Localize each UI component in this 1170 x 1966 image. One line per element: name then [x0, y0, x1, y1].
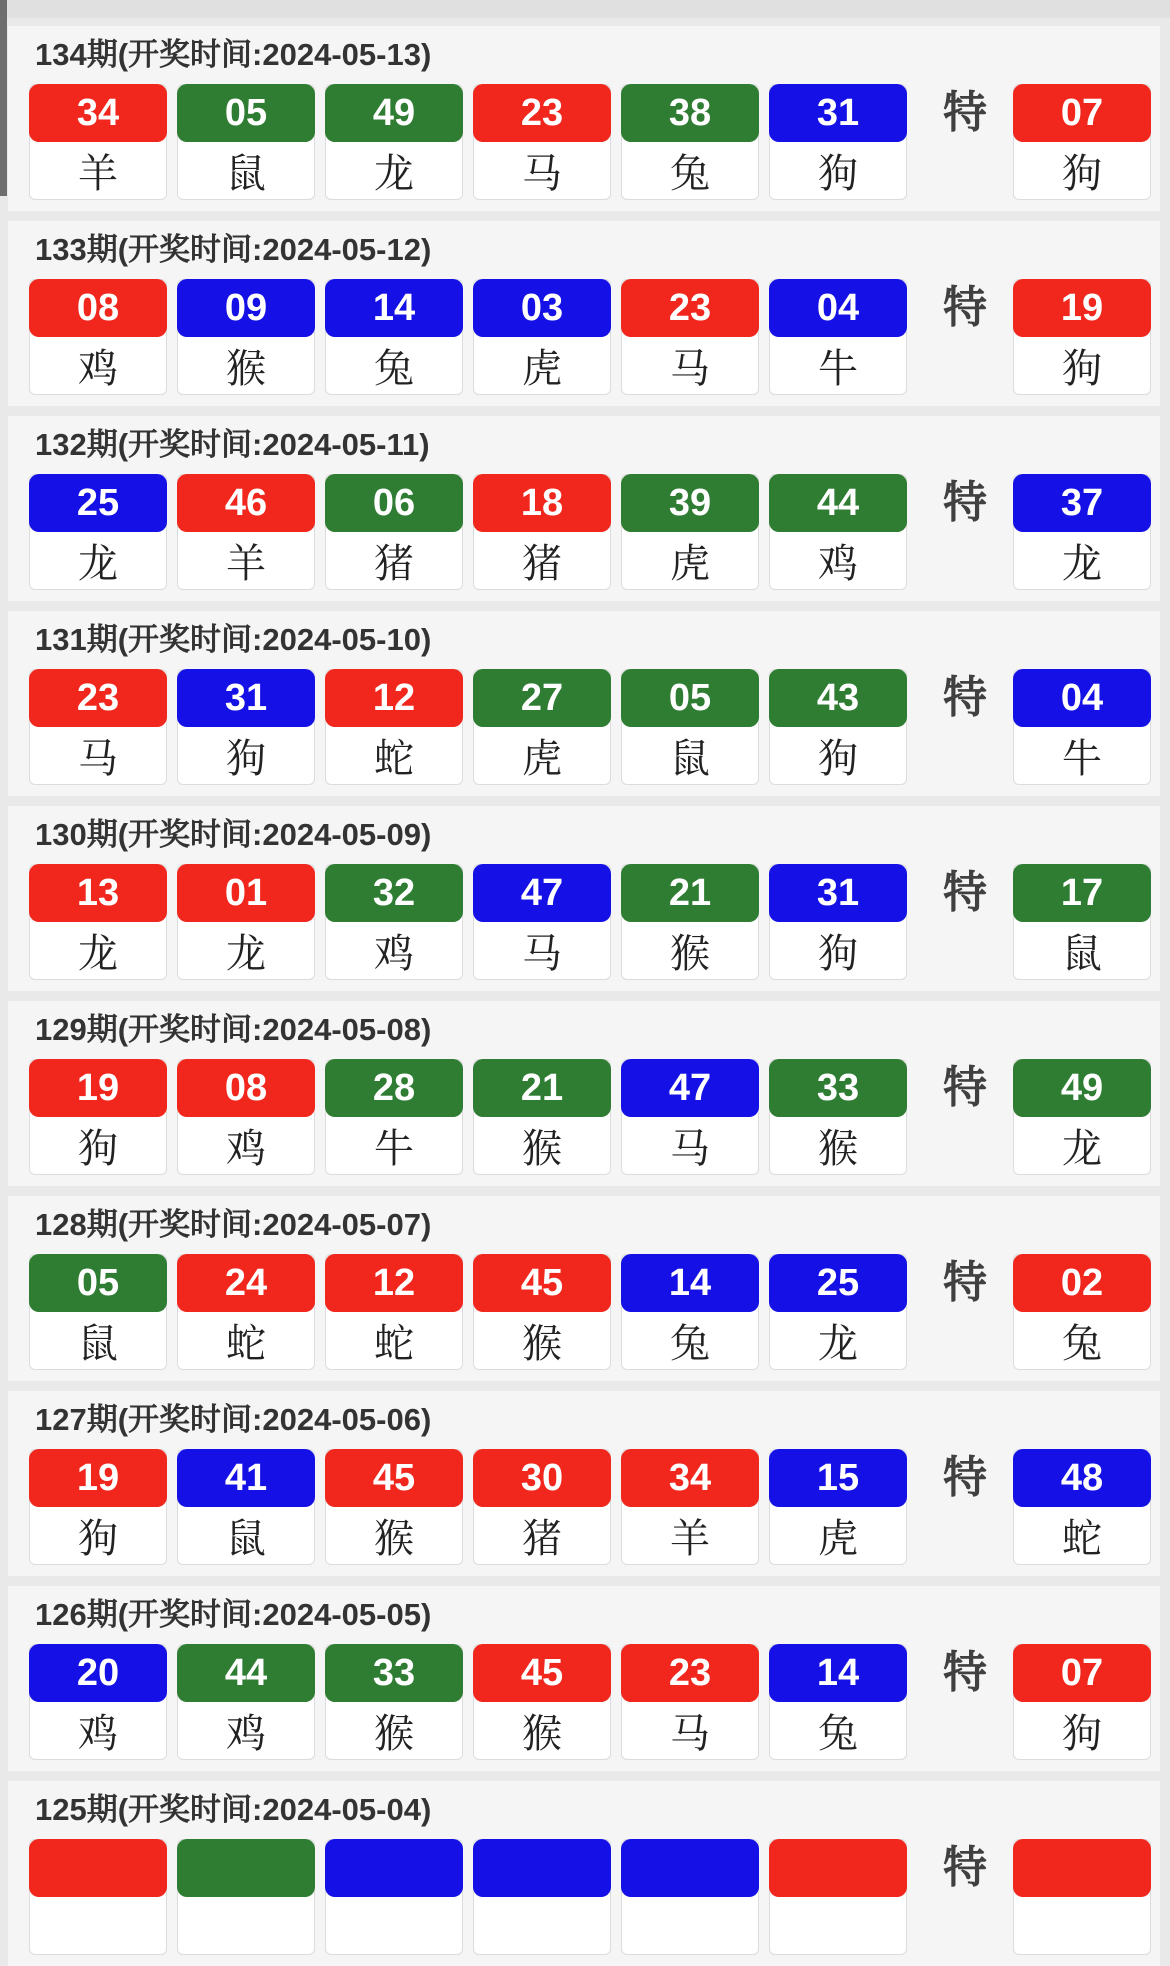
zodiac-label: 龙 — [226, 931, 266, 976]
special-label: 特 — [943, 1648, 987, 1697]
zodiac-label: 兔 — [670, 151, 710, 196]
number-cell — [177, 864, 315, 980]
lottery-ball: 14 — [769, 1644, 907, 1702]
zodiac-label: 马 — [670, 1711, 710, 1756]
number-cell — [177, 1839, 315, 1955]
zodiac-label: 马 — [670, 346, 710, 391]
number-cell — [769, 84, 907, 200]
zodiac-label: 鸡 — [226, 1126, 266, 1171]
number-cell — [769, 864, 907, 980]
lottery-ball: 48 — [1013, 1449, 1151, 1507]
number-cell — [177, 279, 315, 395]
special-label: 特 — [943, 88, 987, 137]
number-cell — [621, 474, 759, 590]
zodiac-label — [178, 1896, 314, 1954]
zodiac-label: 猴 — [374, 1516, 414, 1561]
zodiac-label: 猴 — [226, 346, 266, 391]
zodiac-label: 狗 — [818, 736, 858, 781]
lottery-ball: 02 — [1013, 1254, 1151, 1312]
number-cell — [473, 864, 611, 980]
special-number-cell — [1013, 474, 1151, 590]
draw-row — [29, 1059, 1148, 1175]
lottery-ball: 41 — [177, 1449, 315, 1507]
zodiac-label: 龙 — [818, 1321, 858, 1366]
zodiac-label: 马 — [522, 931, 562, 976]
number-cell — [177, 1449, 315, 1565]
number-cell — [769, 1254, 907, 1370]
zodiac-label: 鼠 — [78, 1321, 118, 1366]
draw-title: 126期(开奖时间:2024-05-05) — [35, 1597, 432, 1632]
lottery-ball: 44 — [769, 474, 907, 532]
zodiac-label: 猪 — [522, 1516, 562, 1561]
zodiac-label: 狗 — [1062, 1711, 1102, 1756]
draw-group — [8, 1391, 1160, 1576]
zodiac-label: 龙 — [1062, 541, 1102, 586]
lottery-ball: 46 — [177, 474, 315, 532]
lottery-ball: 37 — [1013, 474, 1151, 532]
number-cell — [177, 1254, 315, 1370]
draw-title: 127期(开奖时间:2024-05-06) — [35, 1402, 432, 1437]
zodiac-label — [622, 1896, 758, 1954]
special-number-cell — [1013, 279, 1151, 395]
draw-title: 125期(开奖时间:2024-05-04) — [35, 1792, 432, 1827]
zodiac-label: 狗 — [1062, 151, 1102, 196]
number-cell — [325, 1059, 463, 1175]
number-cell — [325, 1839, 463, 1955]
zodiac-label: 鼠 — [670, 736, 710, 781]
lottery-ball — [29, 1839, 167, 1897]
lottery-ball: 13 — [29, 864, 167, 922]
lottery-ball: 19 — [29, 1449, 167, 1507]
lottery-ball: 24 — [177, 1254, 315, 1312]
lottery-ball: 20 — [29, 1644, 167, 1702]
lottery-ball: 28 — [325, 1059, 463, 1117]
lottery-ball: 32 — [325, 864, 463, 922]
lottery-ball: 06 — [325, 474, 463, 532]
number-cell — [29, 84, 167, 200]
zodiac-label: 狗 — [818, 931, 858, 976]
lottery-ball: 19 — [29, 1059, 167, 1117]
number-cell — [473, 1644, 611, 1760]
lottery-ball: 43 — [769, 669, 907, 727]
draw-title: 130期(开奖时间:2024-05-09) — [35, 817, 432, 852]
special-number-cell — [1013, 1254, 1151, 1370]
zodiac-label: 马 — [78, 736, 118, 781]
draw-title: 133期(开奖时间:2024-05-12) — [35, 232, 432, 267]
draw-row — [29, 864, 1148, 980]
special-label: 特 — [943, 478, 987, 527]
lottery-ball: 45 — [325, 1449, 463, 1507]
lottery-ball: 33 — [769, 1059, 907, 1117]
number-cell — [621, 1644, 759, 1760]
lottery-ball: 05 — [621, 669, 759, 727]
lottery-ball: 17 — [1013, 864, 1151, 922]
lottery-ball: 21 — [473, 1059, 611, 1117]
zodiac-label: 马 — [522, 151, 562, 196]
lottery-ball: 08 — [177, 1059, 315, 1117]
lottery-ball: 07 — [1013, 1644, 1151, 1702]
lottery-ball: 05 — [29, 1254, 167, 1312]
number-cell — [29, 1059, 167, 1175]
special-label: 特 — [943, 1063, 987, 1112]
number-cell — [325, 279, 463, 395]
draw-title: 129期(开奖时间:2024-05-08) — [35, 1012, 432, 1047]
number-cell — [29, 1839, 167, 1955]
zodiac-label: 猴 — [522, 1321, 562, 1366]
zodiac-label: 狗 — [1062, 346, 1102, 391]
number-cell — [473, 1254, 611, 1370]
zodiac-label: 虎 — [670, 541, 710, 586]
zodiac-label: 牛 — [818, 346, 858, 391]
zodiac-label: 鼠 — [226, 151, 266, 196]
draw-row — [29, 669, 1148, 785]
lottery-ball: 38 — [621, 84, 759, 142]
zodiac-label: 羊 — [670, 1516, 710, 1561]
lottery-ball: 23 — [29, 669, 167, 727]
lottery-ball — [473, 1839, 611, 1897]
number-cell — [325, 864, 463, 980]
special-number-cell — [1013, 1059, 1151, 1175]
draw-group — [8, 806, 1160, 991]
lottery-ball: 05 — [177, 84, 315, 142]
number-cell — [177, 84, 315, 200]
top-band — [0, 0, 1170, 18]
lottery-ball: 18 — [473, 474, 611, 532]
special-label: 特 — [943, 1258, 987, 1307]
zodiac-label: 鸡 — [818, 541, 858, 586]
zodiac-label: 兔 — [1062, 1321, 1102, 1366]
number-cell — [29, 864, 167, 980]
special-number-cell — [1013, 1839, 1151, 1955]
zodiac-label: 兔 — [374, 346, 414, 391]
draw-row — [29, 1839, 1148, 1955]
number-cell — [177, 1644, 315, 1760]
draw-row — [29, 84, 1148, 200]
zodiac-label: 蛇 — [1062, 1516, 1102, 1561]
lottery-ball: 01 — [177, 864, 315, 922]
zodiac-label: 猴 — [522, 1126, 562, 1171]
lottery-ball: 25 — [769, 1254, 907, 1312]
number-cell — [621, 279, 759, 395]
lottery-ball: 34 — [621, 1449, 759, 1507]
number-cell — [769, 279, 907, 395]
draw-title: 132期(开奖时间:2024-05-11) — [35, 427, 430, 462]
number-cell — [29, 669, 167, 785]
zodiac-label: 鸡 — [78, 1711, 118, 1756]
lottery-ball: 27 — [473, 669, 611, 727]
number-cell — [473, 1059, 611, 1175]
number-cell — [325, 84, 463, 200]
special-number-cell — [1013, 1449, 1151, 1565]
number-cell — [473, 1839, 611, 1955]
draw-title: 134期(开奖时间:2024-05-13) — [35, 37, 432, 72]
lottery-ball: 49 — [1013, 1059, 1151, 1117]
lottery-ball: 08 — [29, 279, 167, 337]
number-cell — [325, 474, 463, 590]
lottery-ball: 31 — [769, 84, 907, 142]
zodiac-label: 龙 — [374, 151, 414, 196]
number-cell — [769, 1839, 907, 1955]
lottery-ball: 12 — [325, 1254, 463, 1312]
zodiac-label: 鼠 — [226, 1516, 266, 1561]
number-cell — [29, 1449, 167, 1565]
draw-group — [8, 1196, 1160, 1381]
number-cell — [325, 1644, 463, 1760]
zodiac-label — [770, 1896, 906, 1954]
zodiac-label: 兔 — [818, 1711, 858, 1756]
lottery-ball: 14 — [325, 279, 463, 337]
lottery-ball: 47 — [473, 864, 611, 922]
lottery-ball: 47 — [621, 1059, 759, 1117]
zodiac-label: 龙 — [78, 541, 118, 586]
zodiac-label: 虎 — [818, 1516, 858, 1561]
number-cell — [621, 1254, 759, 1370]
draw-title: 128期(开奖时间:2024-05-07) — [35, 1207, 432, 1242]
zodiac-label: 狗 — [226, 736, 266, 781]
lottery-ball: 04 — [1013, 669, 1151, 727]
zodiac-label: 鸡 — [374, 931, 414, 976]
lottery-ball: 49 — [325, 84, 463, 142]
special-label: 特 — [943, 868, 987, 917]
lottery-ball: 45 — [473, 1254, 611, 1312]
lottery-ball: 12 — [325, 669, 463, 727]
lottery-ball — [1013, 1839, 1151, 1897]
number-cell — [769, 669, 907, 785]
lottery-ball — [325, 1839, 463, 1897]
special-number-cell — [1013, 84, 1151, 200]
zodiac-label: 狗 — [818, 151, 858, 196]
zodiac-label: 虎 — [522, 736, 562, 781]
number-cell — [177, 669, 315, 785]
lottery-ball: 31 — [769, 864, 907, 922]
number-cell — [325, 1254, 463, 1370]
lottery-ball: 21 — [621, 864, 759, 922]
draw-title: 131期(开奖时间:2024-05-10) — [35, 622, 432, 657]
zodiac-label: 猴 — [522, 1711, 562, 1756]
draw-row — [29, 1644, 1148, 1760]
lottery-ball: 23 — [621, 1644, 759, 1702]
draw-row — [29, 1449, 1148, 1565]
number-cell — [177, 474, 315, 590]
number-cell — [29, 279, 167, 395]
lottery-ball: 04 — [769, 279, 907, 337]
number-cell — [769, 1449, 907, 1565]
special-label: 特 — [943, 673, 987, 722]
lottery-ball: 23 — [473, 84, 611, 142]
zodiac-label: 羊 — [78, 151, 118, 196]
lottery-ball — [769, 1839, 907, 1897]
draw-group — [8, 1586, 1160, 1771]
number-cell — [473, 474, 611, 590]
draw-group — [8, 611, 1160, 796]
zodiac-label: 牛 — [1062, 736, 1102, 781]
zodiac-label: 马 — [670, 1126, 710, 1171]
zodiac-label — [474, 1896, 610, 1954]
number-cell — [769, 474, 907, 590]
lottery-ball: 15 — [769, 1449, 907, 1507]
number-cell — [621, 669, 759, 785]
lottery-ball: 19 — [1013, 279, 1151, 337]
lottery-ball: 44 — [177, 1644, 315, 1702]
zodiac-label: 狗 — [78, 1516, 118, 1561]
number-cell — [473, 669, 611, 785]
number-cell — [29, 1644, 167, 1760]
zodiac-label: 猪 — [522, 541, 562, 586]
number-cell — [29, 1254, 167, 1370]
lottery-ball: 07 — [1013, 84, 1151, 142]
zodiac-label: 猴 — [670, 931, 710, 976]
number-cell — [769, 1644, 907, 1760]
zodiac-label: 鼠 — [1062, 931, 1102, 976]
lottery-ball — [177, 1839, 315, 1897]
lottery-ball: 25 — [29, 474, 167, 532]
number-cell — [325, 669, 463, 785]
lottery-ball: 23 — [621, 279, 759, 337]
lottery-ball: 39 — [621, 474, 759, 532]
number-cell — [473, 84, 611, 200]
zodiac-label: 蛇 — [374, 736, 414, 781]
lottery-ball: 33 — [325, 1644, 463, 1702]
special-number-cell — [1013, 864, 1151, 980]
zodiac-label — [326, 1896, 462, 1954]
zodiac-label: 蛇 — [226, 1321, 266, 1366]
draw-row — [29, 474, 1148, 590]
number-cell — [621, 1839, 759, 1955]
draw-group — [8, 416, 1160, 601]
number-cell — [473, 1449, 611, 1565]
special-label: 特 — [943, 283, 987, 332]
zodiac-label: 牛 — [374, 1126, 414, 1171]
draw-row — [29, 1254, 1148, 1370]
lottery-ball: 03 — [473, 279, 611, 337]
zodiac-label: 猪 — [374, 541, 414, 586]
special-number-cell — [1013, 1644, 1151, 1760]
lottery-ball: 30 — [473, 1449, 611, 1507]
zodiac-label: 兔 — [670, 1321, 710, 1366]
draw-group — [8, 221, 1160, 406]
number-cell — [177, 1059, 315, 1175]
results-list — [8, 18, 1160, 1966]
number-cell — [621, 1449, 759, 1565]
zodiac-label: 狗 — [78, 1126, 118, 1171]
draw-group — [8, 1001, 1160, 1186]
zodiac-label: 羊 — [226, 541, 266, 586]
number-cell — [621, 84, 759, 200]
number-cell — [621, 864, 759, 980]
zodiac-label: 蛇 — [374, 1321, 414, 1366]
zodiac-label: 虎 — [522, 346, 562, 391]
number-cell — [473, 279, 611, 395]
lottery-ball: 45 — [473, 1644, 611, 1702]
lottery-ball: 14 — [621, 1254, 759, 1312]
draw-group — [8, 26, 1160, 211]
left-edge-strip — [0, 0, 7, 196]
number-cell — [769, 1059, 907, 1175]
zodiac-label: 鸡 — [226, 1711, 266, 1756]
number-cell — [621, 1059, 759, 1175]
zodiac-label — [30, 1896, 166, 1954]
number-cell — [325, 1449, 463, 1565]
special-label: 特 — [943, 1843, 987, 1892]
zodiac-label: 龙 — [78, 931, 118, 976]
zodiac-label — [1014, 1896, 1150, 1954]
zodiac-label: 龙 — [1062, 1126, 1102, 1171]
draw-group — [8, 1781, 1160, 1966]
zodiac-label: 猴 — [818, 1126, 858, 1171]
special-label: 特 — [943, 1453, 987, 1502]
lottery-ball: 34 — [29, 84, 167, 142]
special-number-cell — [1013, 669, 1151, 785]
lottery-ball: 09 — [177, 279, 315, 337]
zodiac-label: 鸡 — [78, 346, 118, 391]
zodiac-label: 猴 — [374, 1711, 414, 1756]
lottery-ball — [621, 1839, 759, 1897]
lottery-ball: 31 — [177, 669, 315, 727]
number-cell — [29, 474, 167, 590]
draw-row — [29, 279, 1148, 395]
